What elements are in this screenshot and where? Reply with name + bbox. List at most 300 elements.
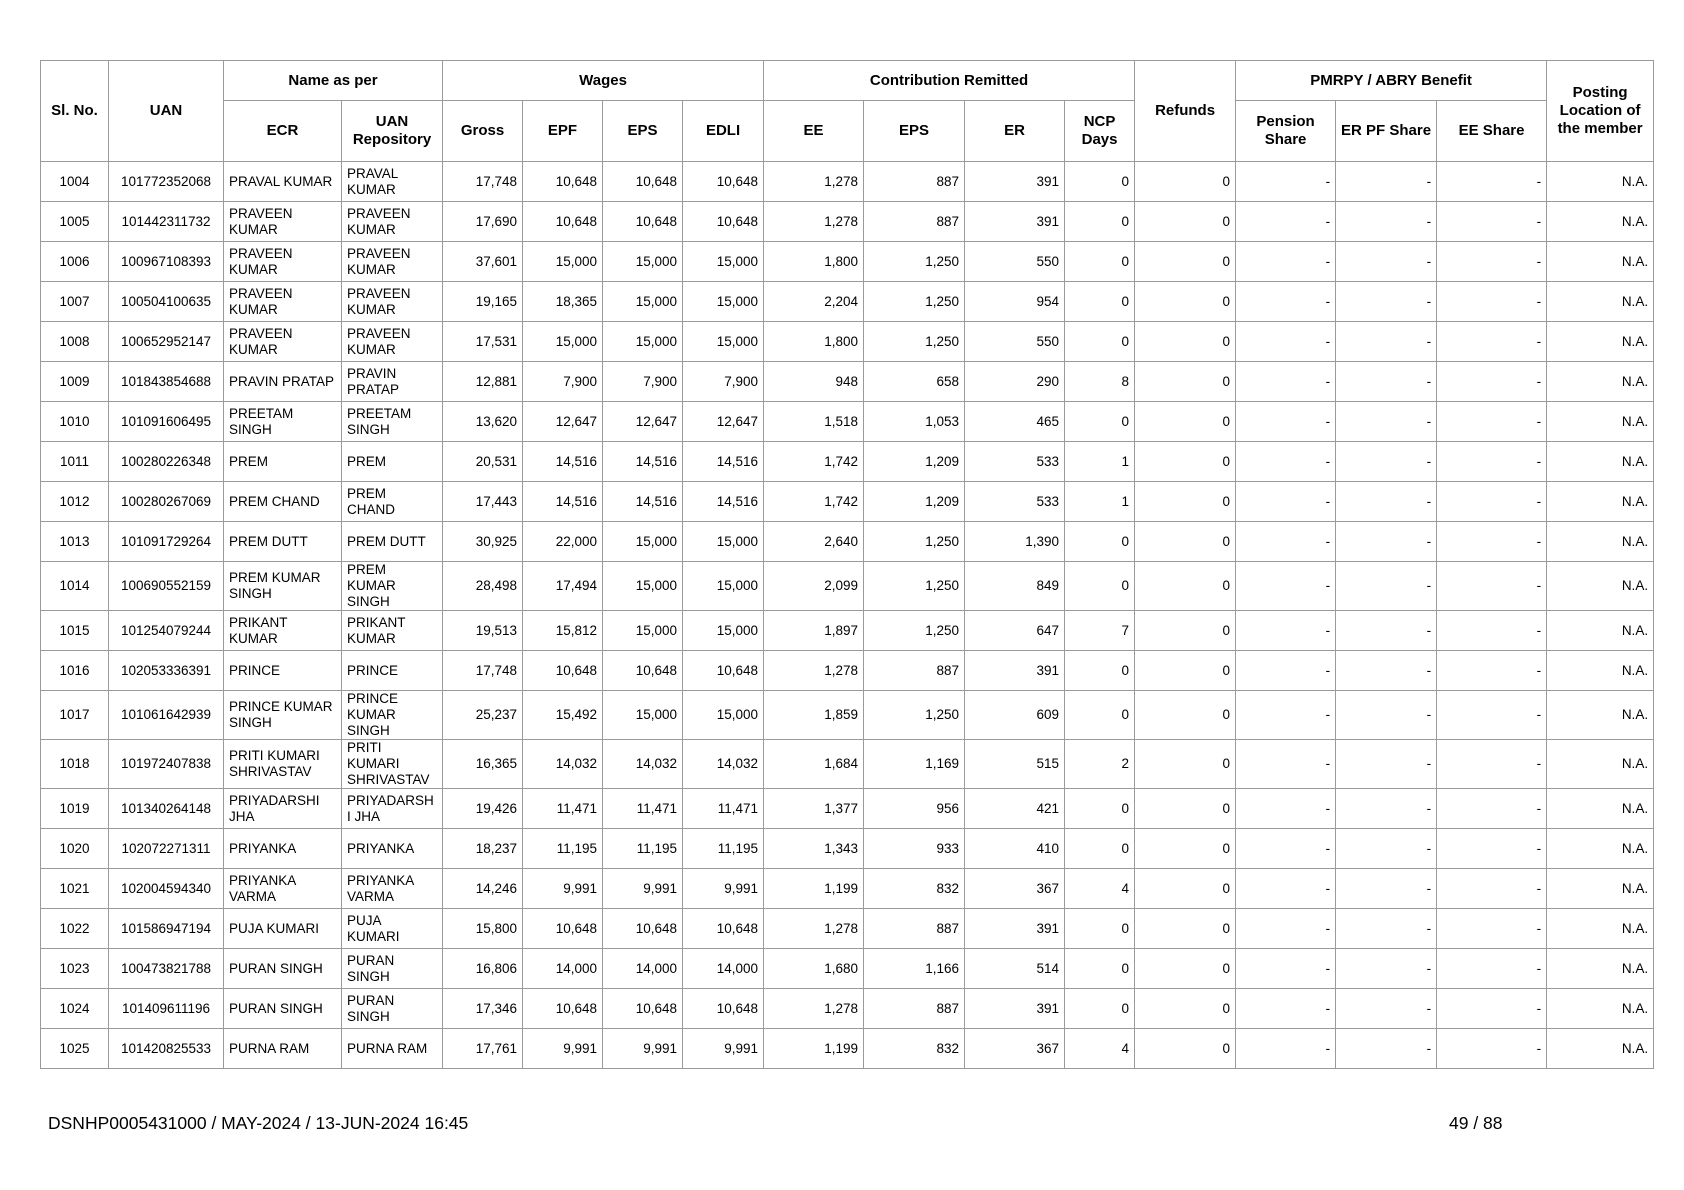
cell-ee-share: -	[1437, 362, 1547, 402]
cell-ncp-days: 2	[1065, 740, 1135, 789]
cell-name-uan-repository: PRIYANKA	[342, 829, 443, 869]
cell-eps: 14,032	[603, 740, 683, 789]
cell-eps-contribution: 1,250	[864, 242, 965, 282]
cell-epf: 11,471	[523, 789, 603, 829]
cell-edli: 15,000	[683, 562, 764, 611]
header-refunds: Refunds	[1135, 61, 1236, 162]
cell-eps-contribution: 1,250	[864, 611, 965, 651]
cell-refunds: 0	[1135, 242, 1236, 282]
cell-pension-share: -	[1236, 522, 1336, 562]
cell-er-pf-share: -	[1336, 362, 1437, 402]
cell-gross: 13,620	[443, 402, 523, 442]
cell-pension-share: -	[1236, 869, 1336, 909]
cell-er: 391	[965, 202, 1065, 242]
cell-er: 367	[965, 869, 1065, 909]
cell-refunds: 0	[1135, 829, 1236, 869]
cell-epf: 15,000	[523, 322, 603, 362]
cell-ee: 1,680	[764, 949, 864, 989]
cell-edli: 9,991	[683, 1029, 764, 1069]
cell-pension-share: -	[1236, 562, 1336, 611]
cell-er-pf-share: -	[1336, 949, 1437, 989]
cell-er: 609	[965, 691, 1065, 740]
cell-epf: 10,648	[523, 909, 603, 949]
cell-er-pf-share: -	[1336, 242, 1437, 282]
cell-sl-no: 1024	[41, 989, 109, 1029]
cell-ee-share: -	[1437, 162, 1547, 202]
cell-sl-no: 1014	[41, 562, 109, 611]
header-ncp-days: NCP Days	[1065, 101, 1135, 162]
cell-edli: 10,648	[683, 651, 764, 691]
table-row	[41, 691, 1654, 740]
cell-ncp-days: 0	[1065, 202, 1135, 242]
cell-gross: 16,806	[443, 949, 523, 989]
cell-ncp-days: 0	[1065, 651, 1135, 691]
cell-name-ecr: PURNA RAM	[224, 1029, 342, 1069]
cell-pension-share: -	[1236, 909, 1336, 949]
cell-uan: 100652952147	[109, 322, 224, 362]
cell-name-ecr: PRAVAL KUMAR	[224, 162, 342, 202]
cell-edli: 15,000	[683, 611, 764, 651]
cell-uan: 101972407838	[109, 740, 224, 789]
cell-eps: 14,000	[603, 949, 683, 989]
cell-pension-share: -	[1236, 442, 1336, 482]
cell-ncp-days: 0	[1065, 562, 1135, 611]
header-uan: UAN	[109, 61, 224, 162]
cell-refunds: 0	[1135, 691, 1236, 740]
cell-sl-no: 1008	[41, 322, 109, 362]
header-wages: Wages	[443, 61, 764, 101]
cell-ncp-days: 4	[1065, 869, 1135, 909]
cell-name-uan-repository: PREETAM SINGH	[342, 402, 443, 442]
cell-posting-location: N.A.	[1547, 442, 1654, 482]
cell-ee-share: -	[1437, 611, 1547, 651]
cell-ee: 1,859	[764, 691, 864, 740]
cell-posting-location: N.A.	[1547, 611, 1654, 651]
table-row	[41, 789, 1654, 829]
cell-name-ecr: PURAN SINGH	[224, 989, 342, 1029]
cell-er: 1,390	[965, 522, 1065, 562]
cell-edli: 10,648	[683, 989, 764, 1029]
cell-gross: 28,498	[443, 562, 523, 611]
cell-eps-contribution: 1,169	[864, 740, 965, 789]
cell-eps: 10,648	[603, 909, 683, 949]
cell-eps: 9,991	[603, 1029, 683, 1069]
cell-eps-contribution: 832	[864, 869, 965, 909]
cell-pension-share: -	[1236, 202, 1336, 242]
cell-er: 367	[965, 1029, 1065, 1069]
cell-ee-share: -	[1437, 242, 1547, 282]
cell-ee-share: -	[1437, 482, 1547, 522]
cell-uan: 100473821788	[109, 949, 224, 989]
cell-gross: 20,531	[443, 442, 523, 482]
cell-ncp-days: 1	[1065, 442, 1135, 482]
header-pmrpy-abry-benefit: PMRPY / ABRY Benefit	[1236, 61, 1547, 101]
cell-ee: 1,742	[764, 482, 864, 522]
cell-uan: 102004594340	[109, 869, 224, 909]
cell-uan: 100690552159	[109, 562, 224, 611]
cell-sl-no: 1017	[41, 691, 109, 740]
cell-ee-share: -	[1437, 562, 1547, 611]
cell-sl-no: 1004	[41, 162, 109, 202]
cell-epf: 10,648	[523, 989, 603, 1029]
cell-epf: 12,647	[523, 402, 603, 442]
cell-name-ecr: PREM CHAND	[224, 482, 342, 522]
cell-refunds: 0	[1135, 740, 1236, 789]
cell-ee: 1,800	[764, 322, 864, 362]
cell-name-uan-repository: PURAN SINGH	[342, 989, 443, 1029]
cell-posting-location: N.A.	[1547, 202, 1654, 242]
cell-eps: 7,900	[603, 362, 683, 402]
cell-edli: 9,991	[683, 869, 764, 909]
cell-er-pf-share: -	[1336, 282, 1437, 322]
cell-name-uan-repository: PRAVIN PRATAP	[342, 362, 443, 402]
cell-name-ecr: PRAVEEN KUMAR	[224, 322, 342, 362]
cell-refunds: 0	[1135, 362, 1236, 402]
cell-er: 550	[965, 242, 1065, 282]
cell-edli: 14,516	[683, 482, 764, 522]
cell-epf: 17,494	[523, 562, 603, 611]
cell-sl-no: 1011	[41, 442, 109, 482]
cell-ee-share: -	[1437, 829, 1547, 869]
cell-sl-no: 1010	[41, 402, 109, 442]
cell-sl-no: 1023	[41, 949, 109, 989]
cell-er: 533	[965, 482, 1065, 522]
table-row	[41, 611, 1654, 651]
footer-document-id: DSNHP0005431000 / MAY-2024 / 13-JUN-2024 16:45	[48, 1113, 469, 1133]
cell-name-ecr: PRAVEEN KUMAR	[224, 202, 342, 242]
cell-ee: 1,199	[764, 1029, 864, 1069]
cell-eps: 11,471	[603, 789, 683, 829]
cell-ee: 1,742	[764, 442, 864, 482]
header-eps: EPS	[603, 101, 683, 162]
cell-pension-share: -	[1236, 611, 1336, 651]
cell-refunds: 0	[1135, 162, 1236, 202]
cell-name-uan-repository: PRAVEEN KUMAR	[342, 202, 443, 242]
cell-uan: 101442311732	[109, 202, 224, 242]
cell-name-uan-repository: PRIYADARSH I JHA	[342, 789, 443, 829]
cell-edli: 14,032	[683, 740, 764, 789]
cell-pension-share: -	[1236, 242, 1336, 282]
cell-er-pf-share: -	[1336, 651, 1437, 691]
cell-refunds: 0	[1135, 482, 1236, 522]
cell-name-ecr: PRINCE	[224, 651, 342, 691]
cell-refunds: 0	[1135, 402, 1236, 442]
cell-ee: 948	[764, 362, 864, 402]
cell-sl-no: 1009	[41, 362, 109, 402]
cell-eps: 10,648	[603, 651, 683, 691]
cell-name-uan-repository: PRITI KUMARI SHRIVASTAV	[342, 740, 443, 789]
cell-eps-contribution: 887	[864, 202, 965, 242]
cell-name-ecr: PRAVEEN KUMAR	[224, 242, 342, 282]
cell-pension-share: -	[1236, 362, 1336, 402]
cell-epf: 15,000	[523, 242, 603, 282]
cell-epf: 15,492	[523, 691, 603, 740]
table-row	[41, 442, 1654, 482]
cell-er-pf-share: -	[1336, 402, 1437, 442]
cell-eps-contribution: 933	[864, 829, 965, 869]
cell-eps-contribution: 658	[864, 362, 965, 402]
cell-sl-no: 1025	[41, 1029, 109, 1069]
cell-gross: 25,237	[443, 691, 523, 740]
cell-refunds: 0	[1135, 651, 1236, 691]
cell-uan: 100504100635	[109, 282, 224, 322]
ecr-table	[40, 60, 1654, 1069]
cell-eps-contribution: 887	[864, 651, 965, 691]
cell-eps-contribution: 1,250	[864, 282, 965, 322]
cell-pension-share: -	[1236, 829, 1336, 869]
cell-name-uan-repository: PRAVAL KUMAR	[342, 162, 443, 202]
cell-pension-share: -	[1236, 651, 1336, 691]
table-row	[41, 989, 1654, 1029]
cell-eps-contribution: 1,053	[864, 402, 965, 442]
cell-sl-no: 1006	[41, 242, 109, 282]
cell-refunds: 0	[1135, 789, 1236, 829]
cell-pension-share: -	[1236, 949, 1336, 989]
cell-eps-contribution: 832	[864, 1029, 965, 1069]
cell-name-uan-repository: PURNA RAM	[342, 1029, 443, 1069]
table-row	[41, 202, 1654, 242]
cell-epf: 10,648	[523, 162, 603, 202]
cell-name-uan-repository: PRAVEEN KUMAR	[342, 242, 443, 282]
cell-ncp-days: 0	[1065, 282, 1135, 322]
header-ecr: ECR	[224, 101, 342, 162]
cell-gross: 18,237	[443, 829, 523, 869]
cell-eps-contribution: 887	[864, 162, 965, 202]
cell-ee-share: -	[1437, 869, 1547, 909]
cell-ee: 1,199	[764, 869, 864, 909]
cell-refunds: 0	[1135, 949, 1236, 989]
cell-ee-share: -	[1437, 522, 1547, 562]
cell-refunds: 0	[1135, 1029, 1236, 1069]
cell-gross: 17,443	[443, 482, 523, 522]
cell-epf: 18,365	[523, 282, 603, 322]
cell-eps-contribution: 1,250	[864, 562, 965, 611]
cell-refunds: 0	[1135, 522, 1236, 562]
header-er: ER	[965, 101, 1065, 162]
cell-name-uan-repository: PRAVEEN KUMAR	[342, 282, 443, 322]
cell-name-ecr: PREM	[224, 442, 342, 482]
cell-er-pf-share: -	[1336, 322, 1437, 362]
cell-uan: 102053336391	[109, 651, 224, 691]
cell-er: 391	[965, 989, 1065, 1029]
header-er-pf-share: ER PF Share	[1336, 101, 1437, 162]
cell-ncp-days: 0	[1065, 789, 1135, 829]
cell-gross: 17,748	[443, 162, 523, 202]
cell-ncp-days: 0	[1065, 522, 1135, 562]
cell-posting-location: N.A.	[1547, 989, 1654, 1029]
cell-name-ecr: PRIYANKA VARMA	[224, 869, 342, 909]
cell-sl-no: 1020	[41, 829, 109, 869]
cell-posting-location: N.A.	[1547, 691, 1654, 740]
cell-epf: 11,195	[523, 829, 603, 869]
cell-posting-location: N.A.	[1547, 522, 1654, 562]
table-row	[41, 482, 1654, 522]
cell-name-uan-repository: PREM DUTT	[342, 522, 443, 562]
cell-pension-share: -	[1236, 282, 1336, 322]
cell-edli: 10,648	[683, 909, 764, 949]
cell-ee-share: -	[1437, 949, 1547, 989]
table-row	[41, 282, 1654, 322]
cell-posting-location: N.A.	[1547, 242, 1654, 282]
cell-er-pf-share: -	[1336, 691, 1437, 740]
cell-er: 550	[965, 322, 1065, 362]
cell-edli: 15,000	[683, 282, 764, 322]
cell-eps-contribution: 1,209	[864, 482, 965, 522]
cell-posting-location: N.A.	[1547, 1029, 1654, 1069]
table-row	[41, 242, 1654, 282]
table-row	[41, 740, 1654, 789]
cell-epf: 14,516	[523, 442, 603, 482]
cell-sl-no: 1005	[41, 202, 109, 242]
cell-sl-no: 1015	[41, 611, 109, 651]
cell-gross: 17,346	[443, 989, 523, 1029]
cell-gross: 15,800	[443, 909, 523, 949]
table-row	[41, 402, 1654, 442]
cell-ee: 1,897	[764, 611, 864, 651]
cell-eps: 15,000	[603, 562, 683, 611]
cell-er-pf-share: -	[1336, 611, 1437, 651]
cell-name-uan-repository: PREM	[342, 442, 443, 482]
cell-posting-location: N.A.	[1547, 322, 1654, 362]
header-uan-repository: UAN Repository	[342, 101, 443, 162]
cell-pension-share: -	[1236, 162, 1336, 202]
cell-pension-share: -	[1236, 402, 1336, 442]
cell-eps-contribution: 887	[864, 989, 965, 1029]
header-contribution-remitted: Contribution Remitted	[764, 61, 1135, 101]
table-row	[41, 909, 1654, 949]
cell-epf: 9,991	[523, 869, 603, 909]
cell-sl-no: 1018	[41, 740, 109, 789]
cell-gross: 17,748	[443, 651, 523, 691]
cell-eps-contribution: 1,250	[864, 691, 965, 740]
cell-sl-no: 1007	[41, 282, 109, 322]
cell-posting-location: N.A.	[1547, 562, 1654, 611]
cell-pension-share: -	[1236, 789, 1336, 829]
cell-name-uan-repository: PRIKANT KUMAR	[342, 611, 443, 651]
cell-gross: 17,531	[443, 322, 523, 362]
cell-gross: 19,513	[443, 611, 523, 651]
cell-ee-share: -	[1437, 651, 1547, 691]
cell-ncp-days: 0	[1065, 242, 1135, 282]
cell-name-uan-repository: PURAN SINGH	[342, 949, 443, 989]
cell-er: 465	[965, 402, 1065, 442]
cell-er: 849	[965, 562, 1065, 611]
cell-ee: 2,204	[764, 282, 864, 322]
cell-er: 410	[965, 829, 1065, 869]
cell-ee-share: -	[1437, 322, 1547, 362]
cell-edli: 10,648	[683, 202, 764, 242]
cell-name-ecr: PREETAM SINGH	[224, 402, 342, 442]
cell-gross: 17,690	[443, 202, 523, 242]
cell-refunds: 0	[1135, 909, 1236, 949]
cell-gross: 17,761	[443, 1029, 523, 1069]
cell-ncp-days: 0	[1065, 402, 1135, 442]
cell-epf: 15,812	[523, 611, 603, 651]
cell-uan: 101420825533	[109, 1029, 224, 1069]
cell-ncp-days: 0	[1065, 691, 1135, 740]
cell-epf: 10,648	[523, 202, 603, 242]
cell-uan: 101586947194	[109, 909, 224, 949]
cell-name-ecr: PUJA KUMARI	[224, 909, 342, 949]
cell-eps: 9,991	[603, 869, 683, 909]
cell-eps-contribution: 1,166	[864, 949, 965, 989]
cell-er: 647	[965, 611, 1065, 651]
table-row	[41, 651, 1654, 691]
cell-er-pf-share: -	[1336, 162, 1437, 202]
cell-ee: 1,518	[764, 402, 864, 442]
cell-eps: 15,000	[603, 322, 683, 362]
cell-gross: 19,165	[443, 282, 523, 322]
cell-er-pf-share: -	[1336, 522, 1437, 562]
cell-name-ecr: PRIYADARSHI JHA	[224, 789, 342, 829]
cell-ee-share: -	[1437, 282, 1547, 322]
table-row	[41, 1029, 1654, 1069]
cell-ee-share: -	[1437, 202, 1547, 242]
cell-ee: 1,278	[764, 651, 864, 691]
header-name-as-per: Name as per	[224, 61, 443, 101]
cell-ee-share: -	[1437, 740, 1547, 789]
cell-epf: 14,000	[523, 949, 603, 989]
cell-posting-location: N.A.	[1547, 909, 1654, 949]
cell-ee: 1,800	[764, 242, 864, 282]
cell-gross: 37,601	[443, 242, 523, 282]
cell-posting-location: N.A.	[1547, 949, 1654, 989]
cell-uan: 101843854688	[109, 362, 224, 402]
header-ee-share: EE Share	[1437, 101, 1547, 162]
cell-posting-location: N.A.	[1547, 362, 1654, 402]
cell-ee: 1,278	[764, 989, 864, 1029]
cell-pension-share: -	[1236, 1029, 1336, 1069]
cell-refunds: 0	[1135, 611, 1236, 651]
cell-epf: 14,032	[523, 740, 603, 789]
cell-epf: 10,648	[523, 651, 603, 691]
cell-sl-no: 1021	[41, 869, 109, 909]
cell-ee: 1,684	[764, 740, 864, 789]
cell-ee: 2,640	[764, 522, 864, 562]
cell-eps: 14,516	[603, 442, 683, 482]
cell-sl-no: 1016	[41, 651, 109, 691]
cell-edli: 11,471	[683, 789, 764, 829]
cell-ncp-days: 0	[1065, 829, 1135, 869]
cell-name-uan-repository: PRINCE KUMAR SINGH	[342, 691, 443, 740]
cell-posting-location: N.A.	[1547, 869, 1654, 909]
cell-uan: 101772352068	[109, 162, 224, 202]
cell-eps: 15,000	[603, 691, 683, 740]
cell-name-uan-repository: PREM CHAND	[342, 482, 443, 522]
cell-epf: 22,000	[523, 522, 603, 562]
cell-name-ecr: PRINCE KUMAR SINGH	[224, 691, 342, 740]
cell-pension-share: -	[1236, 740, 1336, 789]
cell-ee: 1,343	[764, 829, 864, 869]
cell-ee-share: -	[1437, 789, 1547, 829]
cell-posting-location: N.A.	[1547, 651, 1654, 691]
cell-er: 391	[965, 909, 1065, 949]
cell-eps-contribution: 887	[864, 909, 965, 949]
cell-posting-location: N.A.	[1547, 789, 1654, 829]
cell-uan: 101340264148	[109, 789, 224, 829]
cell-sl-no: 1022	[41, 909, 109, 949]
cell-ncp-days: 0	[1065, 989, 1135, 1029]
cell-posting-location: N.A.	[1547, 482, 1654, 522]
cell-name-ecr: PREM DUTT	[224, 522, 342, 562]
cell-name-uan-repository: PUJA KUMARI	[342, 909, 443, 949]
cell-uan: 100967108393	[109, 242, 224, 282]
cell-name-ecr: PRAVIN PRATAP	[224, 362, 342, 402]
cell-sl-no: 1013	[41, 522, 109, 562]
table-row	[41, 522, 1654, 562]
cell-ee-share: -	[1437, 402, 1547, 442]
cell-edli: 14,000	[683, 949, 764, 989]
